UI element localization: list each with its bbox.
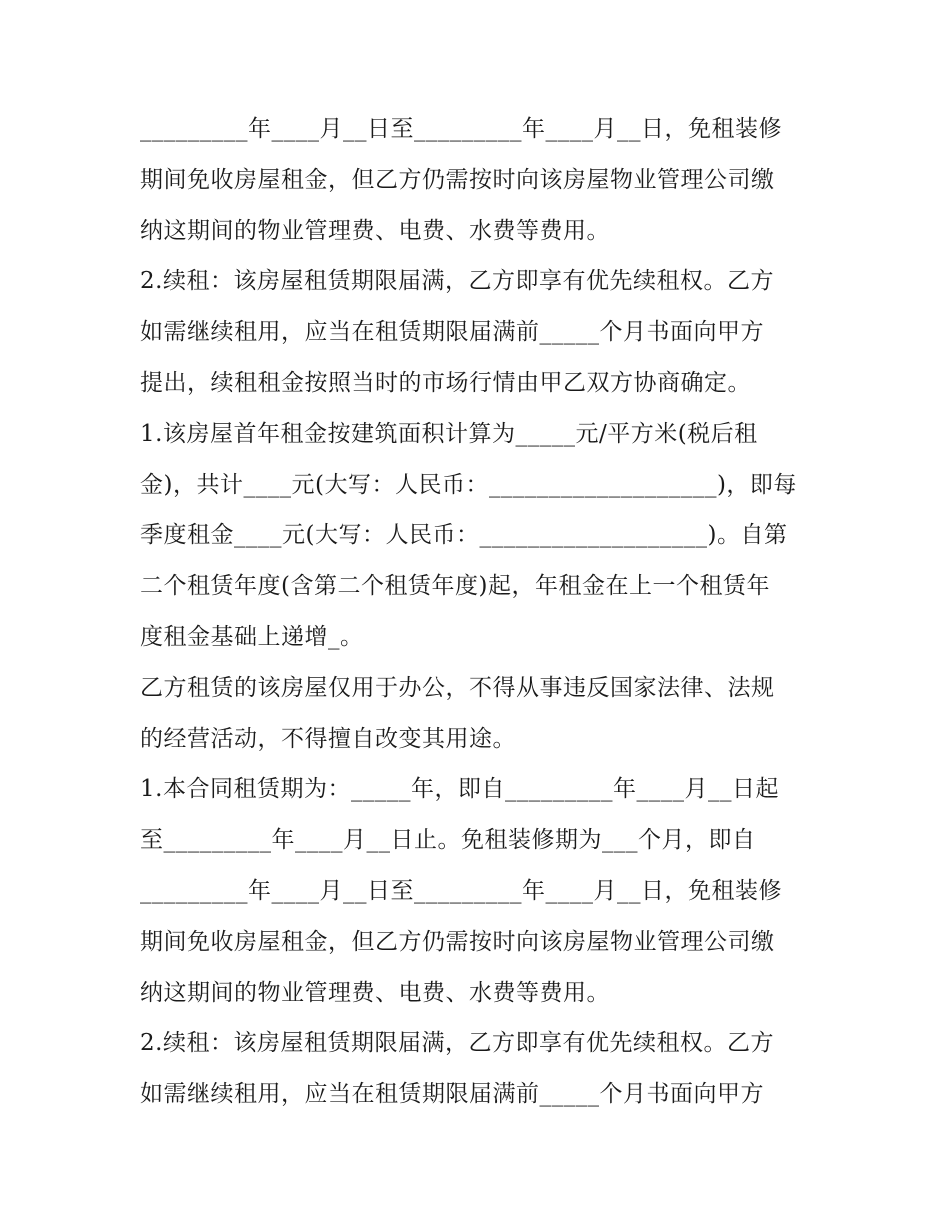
text-line: 提出，续租租金按照当时的市场行情由甲乙双方协商确定。 [140,369,751,396]
text-line: 2.续租：该房屋租赁期限届满，乙方即享有优先续租权。乙方 [140,1030,774,1057]
text-line: 纳这期间的物业管理费、电费、水费等费用。 [140,217,610,244]
text-line: 期间免收房屋租金，但乙方仍需按时向该房屋物业管理公司缴 [140,928,775,955]
text-line: 金)，共计____元(大写：人民币：___________________)，即每 [140,471,797,498]
text-line: 2.续租：该房屋租赁期限届满，乙方即享有优先续租权。乙方 [140,268,774,295]
text-line: 季度租金____元(大写：人民币：___________________)。自第 [140,522,788,549]
text-line: 期间免收房屋租金，但乙方仍需按时向该房屋物业管理公司缴 [140,166,775,193]
text-line: 1.本合同租赁期为：_____年，即自_________年____月__日起 [140,776,779,803]
text-line: 如需继续租用，应当在租赁期限届满前_____个月书面向甲方 [140,1081,764,1108]
text-line: 如需继续租用，应当在租赁期限届满前_____个月书面向甲方 [140,319,764,346]
text-line: 乙方租赁的该房屋仅用于办公，不得从事违反国家法律、法规 [140,674,775,701]
text-line: 纳这期间的物业管理费、电费、水费等费用。 [140,979,610,1006]
text-line: _________年____月__日至_________年____月__日，免租装修 [140,116,782,142]
text-line: 的经营活动，不得擅自改变其用途。 [140,725,516,752]
text-line: 度租金基础上递增_。 [140,623,364,650]
document-body [140,104,820,1120]
text-line: _________年____月__日至_________年____月__日，免租装修 [140,877,782,904]
text-line: 二个租赁年度(含第二个租赁年度)起，年租金在上一个租赁年 [140,573,770,600]
text-line: 至_________年____月__日止。免租装修期为___个月，即自 [140,827,756,854]
text-line: 1.该房屋首年租金按建筑面积计算为_____元/平方米(税后租 [140,420,758,447]
